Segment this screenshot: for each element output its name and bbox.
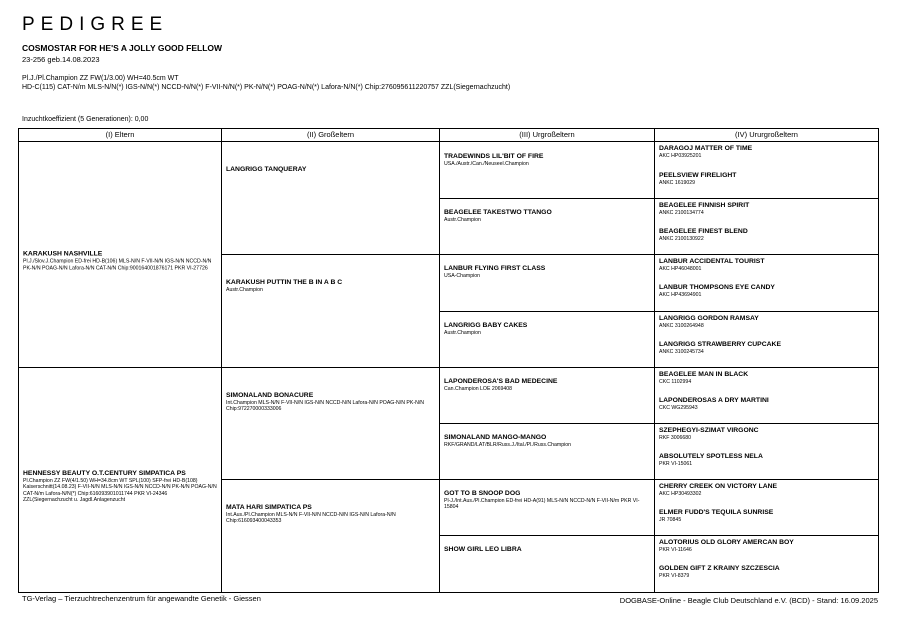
grandparent-cell	[222, 255, 440, 368]
great-great-grandparent-cell	[655, 255, 878, 312]
ancestor-info: ANKC 3100245734	[659, 349, 704, 355]
great-grandparent-cell	[440, 424, 655, 480]
ancestor-name: SZEPHEGYI-SZIMAT VIRGONC	[659, 427, 759, 434]
ancestor-info: AKC HP03925201	[659, 153, 702, 159]
ancestor-name: DARAGOJ MATTER OF TIME	[659, 145, 753, 152]
great-grandparent-name: TRADEWINDS LIL'BIT OF FIRE	[444, 153, 544, 160]
parent-info: Pl.Champion ZZ FW(4/1.50) WH=34.8cm WT SPL(100) SFP-frei HD-B(108) Kaiserschnitt(14.08.23) F-VII-N/N MLS-N/N IGS-N/N NCCD-N/N PK-N/N POAG-N/N CAT-N/m Lafora-N/N(*) Chip:616093901011744 PKR VI-24346 ZZL(Siegernachzucht u. Jagdl.Anlagenzucht	[23, 477, 217, 504]
great-grandparent-info: Pl-J./Int.Aus./Pl.Champion ED-frei HD-A(91) MLS-N/N NCCD-N/N F-VII-N/m PKR VI-15804	[444, 498, 640, 511]
grandparent-info: Int.Champion MLS-N/N F-VII-N/N IGS-N/N NCCD-N/N Lafora-N/N POAG-N/N PK-N/N Chip:972270000333006	[226, 400, 425, 413]
grandparent-name: KARAKUSH PUTTIN THE B IN A B C	[226, 279, 343, 286]
great-great-grandparent-cell	[655, 199, 878, 255]
footer-publisher: TG-Verlag – Tierzuchtrechenzentrum für angewandte Genetik - Giessen	[22, 594, 261, 603]
ancestor-name: CHERRY CREEK ON VICTORY LANE	[659, 483, 778, 490]
ancestor-name: BEAGELEE FINNISH SPIRIT	[659, 202, 750, 209]
parent-name: KARAKUSH NASHVILLE	[23, 250, 103, 258]
dog-titles: Pl.J./Pl.Champion ZZ FW(1/3.00) WH=40.5cm WT	[22, 75, 179, 82]
ancestor-name: LAPONDEROSAS A DRY MARTINI	[659, 397, 769, 404]
great-great-grandparent-cell	[655, 142, 878, 199]
great-grandparent-info: Austr.Champion	[444, 217, 481, 223]
great-grandparent-info: Can.Champion LOE 2069408	[444, 386, 513, 392]
grandparent-info: Int.Aus./Pl.Champion MLS-N/N F-VII-N/N NCCD-N/N IGS-N/N Lafora-N/N Chip:616093400043353	[226, 512, 396, 525]
great-grandparent-info: Austr.Champion	[444, 330, 481, 336]
great-grandparent-cell	[440, 199, 655, 255]
ancestor-info: RKF 3006680	[659, 435, 692, 441]
great-grandparent-cell	[440, 142, 655, 199]
grandparent-info: Austr.Champion	[226, 287, 263, 293]
great-grandparent-info: RKF/GRAND/LAT/BLR/Russ.J./Ital./Pl./Russ.Champion	[444, 442, 572, 448]
ancestor-name: ELMER FUDD'S TEQUILA SUNRISE	[659, 509, 774, 516]
ancestor-name: LANGRIGG STRAWBERRY CUPCAKE	[659, 341, 781, 348]
great-grandparent-cell	[440, 255, 655, 312]
grandparent-name: MATA HARI SIMPATICA PS	[226, 504, 312, 511]
ancestor-name: LANBUR ACCIDENTAL TOURIST	[659, 258, 765, 265]
page-title: PEDIGREE	[22, 14, 169, 35]
ancestor-info: AKC HP46048001	[659, 266, 702, 272]
grandparent-cell	[222, 142, 440, 255]
ancestor-info: ANKC 3100264948	[659, 323, 704, 329]
great-grandparent-cell	[440, 368, 655, 424]
dog-health: HD-C(115) CAT-N/m MLS-N/N(*) IGS-N/N(*) NCCD-N/N(*) F-VII-N/N(*) PK-N/N(*) POAG-N/N(*) Lafora-N/N(*) Chip:276095611220757 ZZL(Siegernachzucht)	[22, 84, 511, 91]
ancestor-info: ANKC 1619029	[659, 180, 696, 186]
footer-source: DOGBASE-Online - Beagle Club Deutschland e.V. (BCD) - Stand: 16.09.2025	[619, 596, 878, 605]
grandparent-cell	[222, 480, 440, 592]
ancestor-info: PKR VI-8379	[659, 573, 690, 579]
ancestor-name: LANGRIGG GORDON RAMSAY	[659, 315, 759, 322]
great-grandparent-info: USA-Champion	[444, 273, 481, 279]
ancestor-info: ANKC 2100130922	[659, 236, 704, 242]
ancestor-info: CKC 1102994	[659, 379, 692, 385]
great-great-grandparent-cell	[655, 424, 878, 480]
inbreeding-coefficient: Inzuchtkoeffizient (5 Generationen): 0,00	[22, 116, 149, 123]
great-grandparent-cell	[440, 312, 655, 368]
great-great-grandparent-cell	[655, 368, 878, 424]
ancestor-name: BEAGELEE MAN IN BLACK	[659, 371, 749, 378]
dog-id: 23-256 geb.14.08.2023	[22, 55, 100, 64]
parent-cell-dam	[19, 368, 222, 592]
ancestor-info: CKC WG295943	[659, 405, 698, 411]
ancestor-info: AKC HP30493302	[659, 491, 702, 497]
great-great-grandparent-cell	[655, 536, 878, 592]
ancestor-info: JR 70845	[659, 517, 682, 523]
grandparent-cell	[222, 368, 440, 480]
column-header-great-great-grandparents: (IV) Ururgroßeltern	[655, 129, 878, 142]
ancestor-name: GOLDEN GIFT Z KRAINY SZCZESCIA	[659, 565, 780, 572]
ancestor-name: ALOTORIUS OLD GLORY AMERCAN BOY	[659, 539, 794, 546]
column-header-parents: (I) Eltern	[19, 129, 222, 142]
great-grandparent-name: SIMONALAND MANGO-MANGO	[444, 434, 547, 441]
grandparent-name: LANGRIGG TANQUERAY	[226, 166, 307, 173]
ancestor-info: PKR VI-15061	[659, 461, 693, 467]
great-grandparent-info: USA./Austr./Can./Neuseel.Champion	[444, 161, 529, 167]
parent-info: Pl.J./Slov.J.Champion ED-frei HD-B(106) MLS-N/N F-VII-N/N IGS-N/N NCCD-N/N PK-N/N POAG-N/N Lafora-N/N CAT-N/N Chip:900164001876171 PKR VI-27726	[23, 258, 212, 272]
great-grandparent-name: BEAGELEE TAKESTWO TTANGO	[444, 209, 552, 216]
pedigree-table	[18, 128, 879, 593]
ancestor-info: ANKC 2100134774	[659, 210, 704, 216]
column-header-grandparents: (II) Großeltern	[222, 129, 440, 142]
dog-name: COSMOSTAR FOR HE'S A JOLLY GOOD FELLOW	[22, 43, 223, 53]
great-grandparent-name: LAPONDEROSA'S BAD MEDECINE	[444, 378, 558, 385]
great-great-grandparent-cell	[655, 312, 878, 368]
ancestor-name: ABSOLUTELY SPOTLESS NELA	[659, 453, 763, 460]
grandparent-name: SIMONALAND BONACURE	[226, 392, 314, 399]
ancestor-name: LANBUR THOMPSONS EYE CANDY	[659, 284, 775, 291]
parent-name: HENNESSY BEAUTY O.T.CENTURY SIMPATICA PS	[23, 469, 186, 477]
great-grandparent-name: GOT TO B SNOOP DOG	[444, 490, 521, 497]
ancestor-info: PKR VI-11646	[659, 547, 692, 553]
great-grandparent-cell	[440, 480, 655, 536]
great-grandparent-name: LANBUR FLYING FIRST CLASS	[444, 265, 546, 272]
great-great-grandparent-cell	[655, 480, 878, 536]
ancestor-info: AKC HP43694901	[659, 292, 702, 298]
ancestor-name: BEAGELEE FINEST BLEND	[659, 228, 748, 235]
ancestor-name: PEELSVIEW FIRELIGHT	[659, 172, 737, 179]
parent-cell-sire	[19, 142, 222, 368]
great-grandparent-cell	[440, 536, 655, 592]
column-header-great-grandparents: (III) Urgroßeltern	[440, 129, 655, 142]
great-grandparent-name: SHOW GIRL LEO LIBRA	[444, 546, 522, 553]
great-grandparent-name: LANGRIGG BABY CAKES	[444, 322, 528, 329]
